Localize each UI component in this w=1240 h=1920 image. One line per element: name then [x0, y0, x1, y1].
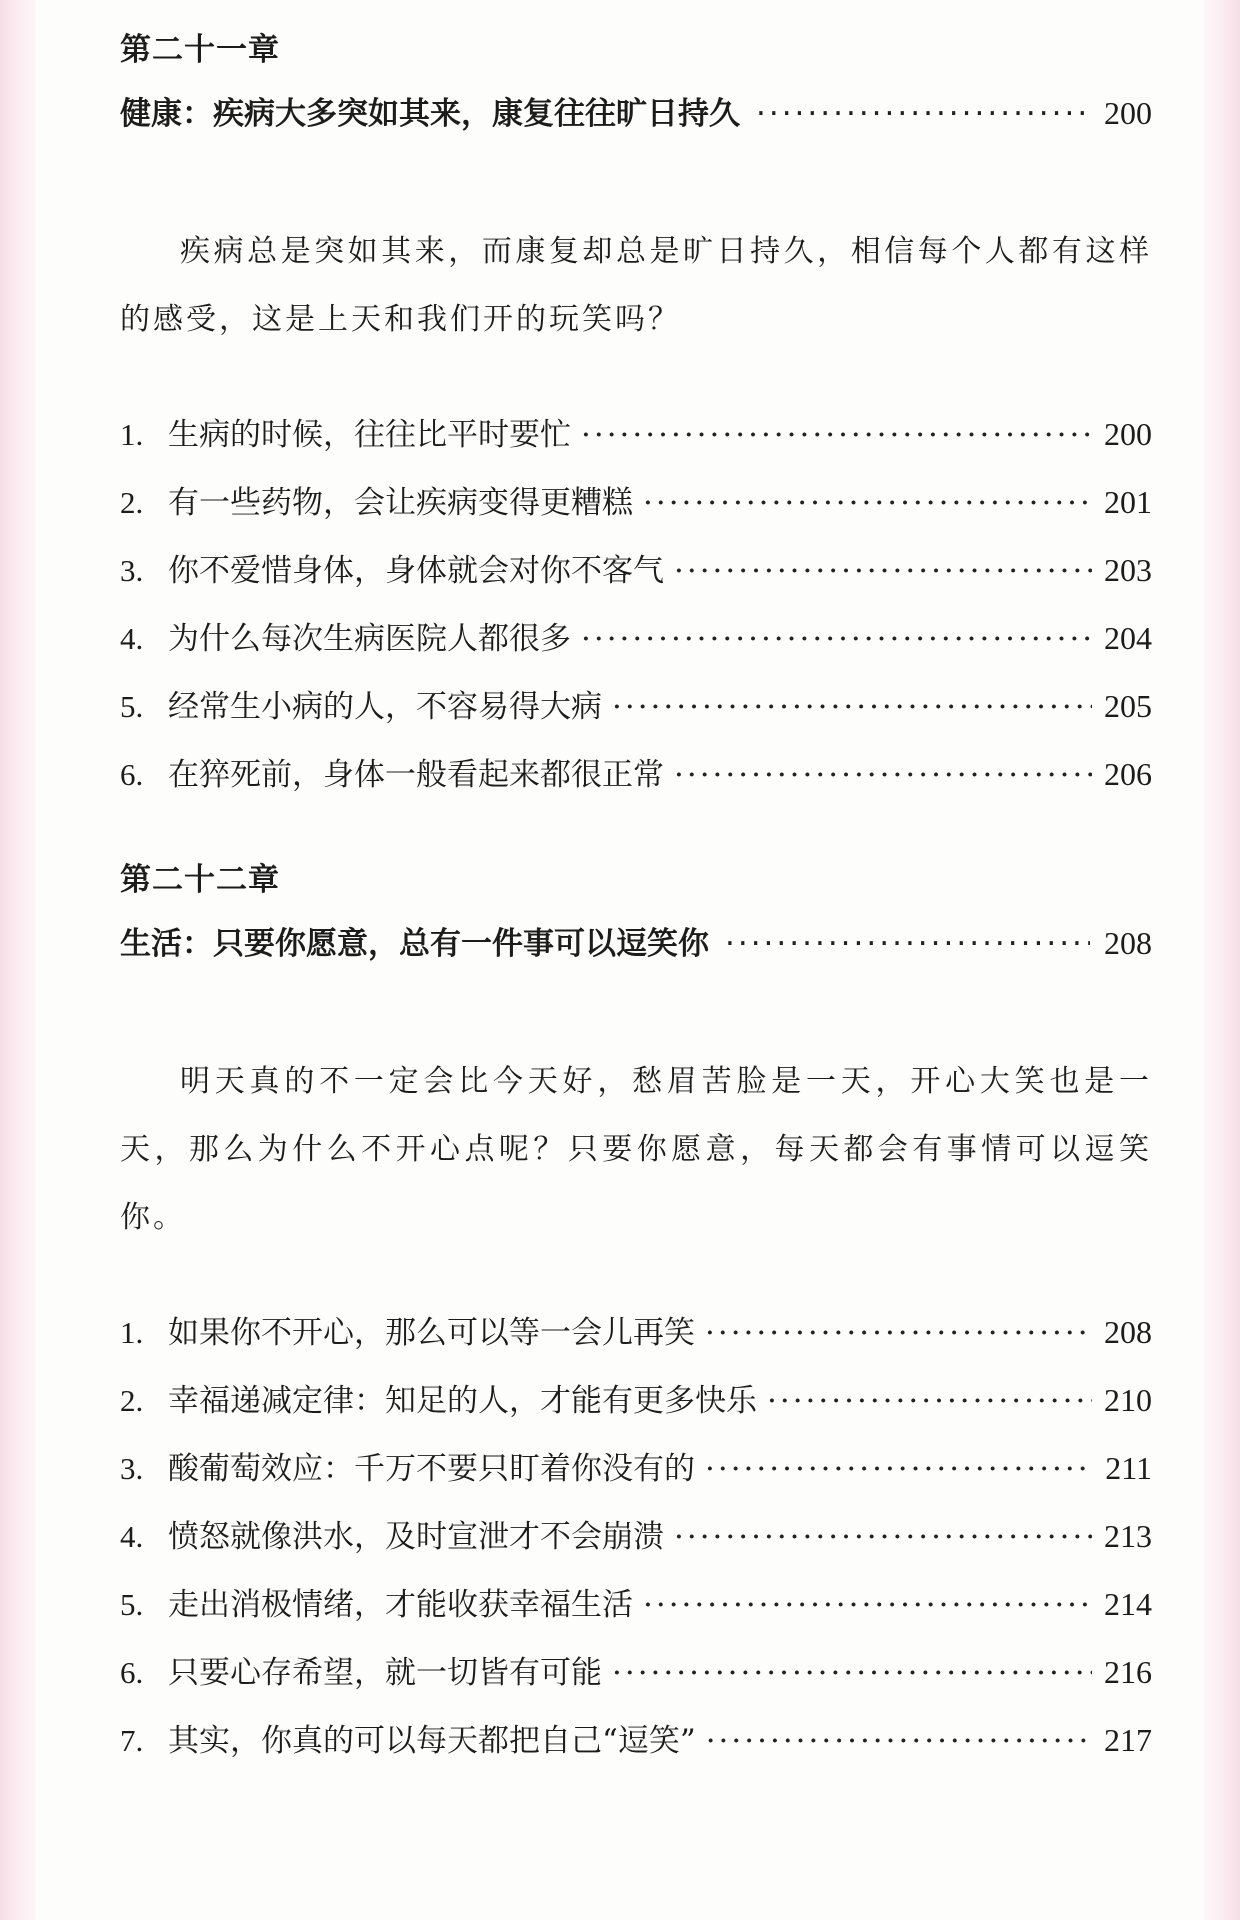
dot-leader	[612, 1639, 1092, 1707]
entry-title: 愤怒就像洪水，及时宣泄才不会崩溃	[168, 1519, 664, 1555]
entry-number: 2.	[120, 485, 144, 520]
toc-entry	[120, 1638, 1152, 1706]
toc-entry	[120, 1570, 1152, 1638]
page-number: 210	[1104, 1382, 1152, 1418]
chapter-21	[120, 22, 1152, 808]
entry-number: 6.	[120, 1655, 144, 1690]
dot-leader	[643, 1571, 1092, 1639]
entry-title: 幸福递减定律：知足的人，才能有更多快乐	[168, 1383, 757, 1419]
toc-entry	[120, 1434, 1152, 1502]
dot-leader	[706, 1707, 1092, 1775]
chapter-label: 第二十一章	[120, 32, 280, 68]
chapter-intro: 明天真的不一定会比今天好，愁眉苦脸是一天，开心大笑也是一天，那么为什么不开心点呢？只要你愿意，每天都会有事情可以逗笑你。	[120, 1064, 1152, 1235]
dot-leader	[725, 909, 1090, 979]
chapter-title-row	[120, 78, 1152, 148]
entry-number: 1.	[120, 417, 144, 452]
page-number: 201	[1104, 484, 1152, 520]
dot-leader	[674, 1503, 1092, 1571]
entry-number: 3.	[120, 1451, 144, 1486]
toc-entry	[120, 536, 1152, 604]
chapter-title: 健康：疾病大多突如其来，康复往往旷日持久	[120, 96, 740, 132]
page-number: 208	[1104, 1314, 1152, 1350]
dot-leader	[674, 741, 1092, 809]
chapter-intro: 疾病总是突如其来，而康复却总是旷日持久，相信每个人都有这样的感受，这是上天和我们开的玩笑吗？	[120, 234, 1152, 337]
entry-title: 经常生小病的人，不容易得大病	[168, 689, 602, 725]
table-of-contents	[120, 22, 1152, 1774]
chapter-title: 生活：只要你愿意，总有一件事可以逗笑你	[120, 926, 709, 962]
entry-title: 其实，你真的可以每天都把自己“逗笑”	[168, 1723, 696, 1759]
page-number: 214	[1104, 1586, 1152, 1622]
entry-number: 7.	[120, 1723, 144, 1758]
chapter-label: 第二十二章	[120, 862, 280, 898]
page-number: 200	[1104, 95, 1152, 131]
toc-entry	[120, 468, 1152, 536]
dot-leader	[643, 469, 1092, 537]
dot-leader	[767, 1367, 1092, 1435]
dot-leader	[705, 1299, 1092, 1367]
page-number: 211	[1105, 1450, 1152, 1486]
dot-leader	[674, 537, 1092, 605]
entry-title: 如果你不开心，那么可以等一会儿再笑	[168, 1315, 695, 1351]
toc-entry	[120, 1706, 1152, 1774]
dot-leader	[581, 605, 1092, 673]
entry-title: 有一些药物，会让疾病变得更糟糕	[168, 485, 633, 521]
page-number: 213	[1104, 1518, 1152, 1554]
entry-number: 4.	[120, 621, 144, 656]
entry-title: 走出消极情绪，才能收获幸福生活	[168, 1587, 633, 1623]
dot-leader	[581, 401, 1092, 469]
toc-entry	[120, 1366, 1152, 1434]
page-number: 208	[1104, 925, 1152, 961]
page-number: 206	[1104, 756, 1152, 792]
page-number: 204	[1104, 620, 1152, 656]
toc-entry	[120, 400, 1152, 468]
entry-number: 1.	[120, 1315, 144, 1350]
page-number: 217	[1104, 1722, 1152, 1758]
chapter-title-row	[120, 908, 1152, 978]
entry-title: 只要心存希望，就一切皆有可能	[168, 1655, 602, 1691]
page-number: 203	[1104, 552, 1152, 588]
entry-number: 5.	[120, 1587, 144, 1622]
entry-list	[120, 400, 1152, 808]
entry-number: 4.	[120, 1519, 144, 1554]
entry-title: 为什么每次生病医院人都很多	[168, 621, 571, 657]
toc-entry	[120, 672, 1152, 740]
entry-title: 你不爱惜身体，身体就会对你不客气	[168, 553, 664, 589]
dot-leader	[612, 673, 1092, 741]
entry-number: 6.	[120, 757, 144, 792]
book-page	[36, 0, 1204, 1920]
toc-entry	[120, 1298, 1152, 1366]
entry-number: 5.	[120, 689, 144, 724]
dot-leader	[756, 79, 1090, 149]
entry-list	[120, 1298, 1152, 1774]
toc-entry	[120, 1502, 1152, 1570]
page-number: 216	[1104, 1654, 1152, 1690]
entry-number: 2.	[120, 1383, 144, 1418]
entry-title: 生病的时候，往往比平时要忙	[168, 417, 571, 453]
dot-leader	[705, 1435, 1093, 1503]
entry-title: 在猝死前，身体一般看起来都很正常	[168, 757, 664, 793]
page-number: 205	[1104, 688, 1152, 724]
page-number: 200	[1104, 416, 1152, 452]
toc-entry	[120, 740, 1152, 808]
toc-entry	[120, 604, 1152, 672]
entry-number: 3.	[120, 553, 144, 588]
chapter-22	[120, 852, 1152, 1774]
entry-title: 酸葡萄效应：千万不要只盯着你没有的	[168, 1451, 695, 1487]
